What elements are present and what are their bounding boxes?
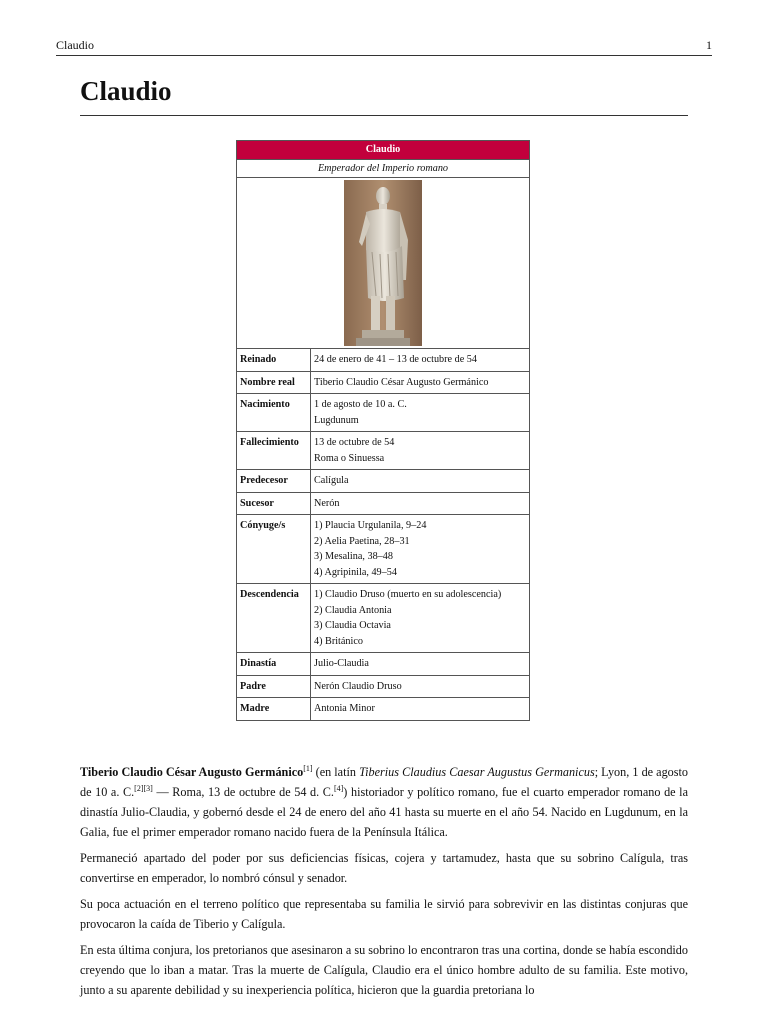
infobox-value-line: 1 de agosto de 10 a. C. <box>314 399 407 410</box>
infobox-key: Nombre real <box>237 371 311 394</box>
p1-text-4: ) historiador y político romano, fue el cuarto emperador romano de la dinastía Julio-Claudia, y gobernó desde el 24 de enero del año 41 hasta su muerte en el año 54. Nacido en Lugdunum, en la Galia, fue el primer emperador romano nacido fuera de la Península Itálica. <box>80 785 688 839</box>
running-head <box>56 38 712 56</box>
infobox-row <box>237 698 530 721</box>
infobox-value <box>311 394 530 432</box>
infobox-value-line: 3) Mesalina, 38–48 <box>314 551 393 562</box>
infobox-row <box>237 515 530 584</box>
infobox-row <box>237 470 530 493</box>
infobox-row <box>237 349 530 372</box>
infobox-value-line: Roma o Sinuessa <box>314 452 385 464</box>
p1-text-3: — Roma, 13 de octubre de 54 d. C. <box>152 785 334 799</box>
ref-4[interactable]: [4] <box>333 783 344 793</box>
infobox-value-line: 1) Plaucia Urgulanila, 9–24 <box>314 520 427 531</box>
infobox-value-line: Antonia Minor <box>314 703 375 714</box>
infobox-value-line: 2) Aelia Paetina, 28–31 <box>314 535 410 547</box>
latin-name: Tiberius Claudius Caesar Augustus Germanicus <box>359 765 595 779</box>
infobox-value-line: 24 de enero de 41 – 13 de octubre de 54 <box>314 354 477 365</box>
p1-text-2: ; Lyon, 1 de agosto de 10 a. C. <box>80 765 688 799</box>
infobox <box>236 140 530 721</box>
article-body <box>80 762 688 1006</box>
ref-2-3[interactable]: [2][3] <box>134 783 153 793</box>
infobox-key: Padre <box>237 675 311 698</box>
page-title: Claudio <box>80 76 688 116</box>
infobox-row <box>237 394 530 432</box>
infobox-key: Fallecimiento <box>237 432 311 470</box>
infobox-value-line: 4) Británico <box>314 635 363 647</box>
infobox-value-line: 1) Claudio Druso (muerto en su adolescencia) <box>314 589 502 600</box>
infobox-value <box>311 492 530 515</box>
infobox-value-line: 4) Agripinila, 49–54 <box>314 566 397 578</box>
infobox-row <box>237 432 530 470</box>
infobox-value-line: 3) Claudia Octavia <box>314 620 391 631</box>
infobox-value-line: Calígula <box>314 475 349 486</box>
infobox-value <box>311 349 530 372</box>
infobox-value-line: 13 de octubre de 54 <box>314 437 395 448</box>
infobox-value <box>311 584 530 653</box>
paragraph-1 <box>80 762 688 842</box>
infobox-row <box>237 584 530 653</box>
page-number: 1 <box>706 38 712 52</box>
statue-image <box>344 180 422 346</box>
infobox-rows <box>237 349 530 721</box>
infobox-value <box>311 698 530 721</box>
subject-name: Tiberio Claudio César Augusto Germánico <box>80 765 304 779</box>
ref-1[interactable]: [1] <box>303 763 313 773</box>
p1-text-1: (en latín <box>312 765 360 779</box>
infobox-key: Sucesor <box>237 492 311 515</box>
infobox-key: Predecesor <box>237 470 311 493</box>
infobox-row <box>237 492 530 515</box>
infobox-row <box>237 371 530 394</box>
infobox-value <box>311 515 530 584</box>
infobox-value <box>311 653 530 676</box>
infobox-key: Cónyuge/s <box>237 515 311 584</box>
infobox-value <box>311 432 530 470</box>
infobox-header: Claudio <box>237 141 530 160</box>
infobox-value-line: Julio-Claudia <box>314 658 369 669</box>
infobox-row <box>237 675 530 698</box>
infobox-subtitle: Emperador del Imperio romano <box>237 159 530 178</box>
infobox-row <box>237 653 530 676</box>
paragraph-3: Su poca actuación en el terreno político que representaba su familia le sirvió para sobrevivir en las distintas conjuras que provocaron la caída de Tiberio y Calígula. <box>80 897 688 931</box>
infobox-value-line: Nerón Claudio Druso <box>314 680 402 692</box>
infobox-value <box>311 371 530 394</box>
infobox-image-cell <box>237 178 530 349</box>
infobox-value-line: Tiberio Claudio César Augusto Germánico <box>314 376 489 388</box>
paragraph-4: En esta última conjura, los pretorianos que asesinaron a su sobrino lo encontraron tras una cortina, donde se había escondido creyendo que lo iban a matar. Tras la muerte de Calígula, Claudio era el único hombre adulto de su familia. Este motivo, junto a su aparente debilidad y su inexperiencia política, hicieron que la guardia pretoriana lo <box>80 943 688 997</box>
infobox-value <box>311 675 530 698</box>
infobox-key: Madre <box>237 698 311 721</box>
infobox-value-line: 2) Claudia Antonia <box>314 604 392 616</box>
infobox-value-line: Lugdunum <box>314 414 359 426</box>
infobox-key: Descendencia <box>237 584 311 653</box>
running-head-title: Claudio <box>56 38 94 52</box>
infobox-value <box>311 470 530 493</box>
infobox-key: Nacimiento <box>237 394 311 432</box>
infobox-value-line: Nerón <box>314 497 340 509</box>
paragraph-2: Permaneció apartado del poder por sus deficiencias físicas, cojera y tartamudez, hasta que su sobrino Calígula, tras convertirse en emperador, lo nombró cónsul y senador. <box>80 851 688 885</box>
infobox-key: Reinado <box>237 349 311 372</box>
infobox-key: Dinastía <box>237 653 311 676</box>
